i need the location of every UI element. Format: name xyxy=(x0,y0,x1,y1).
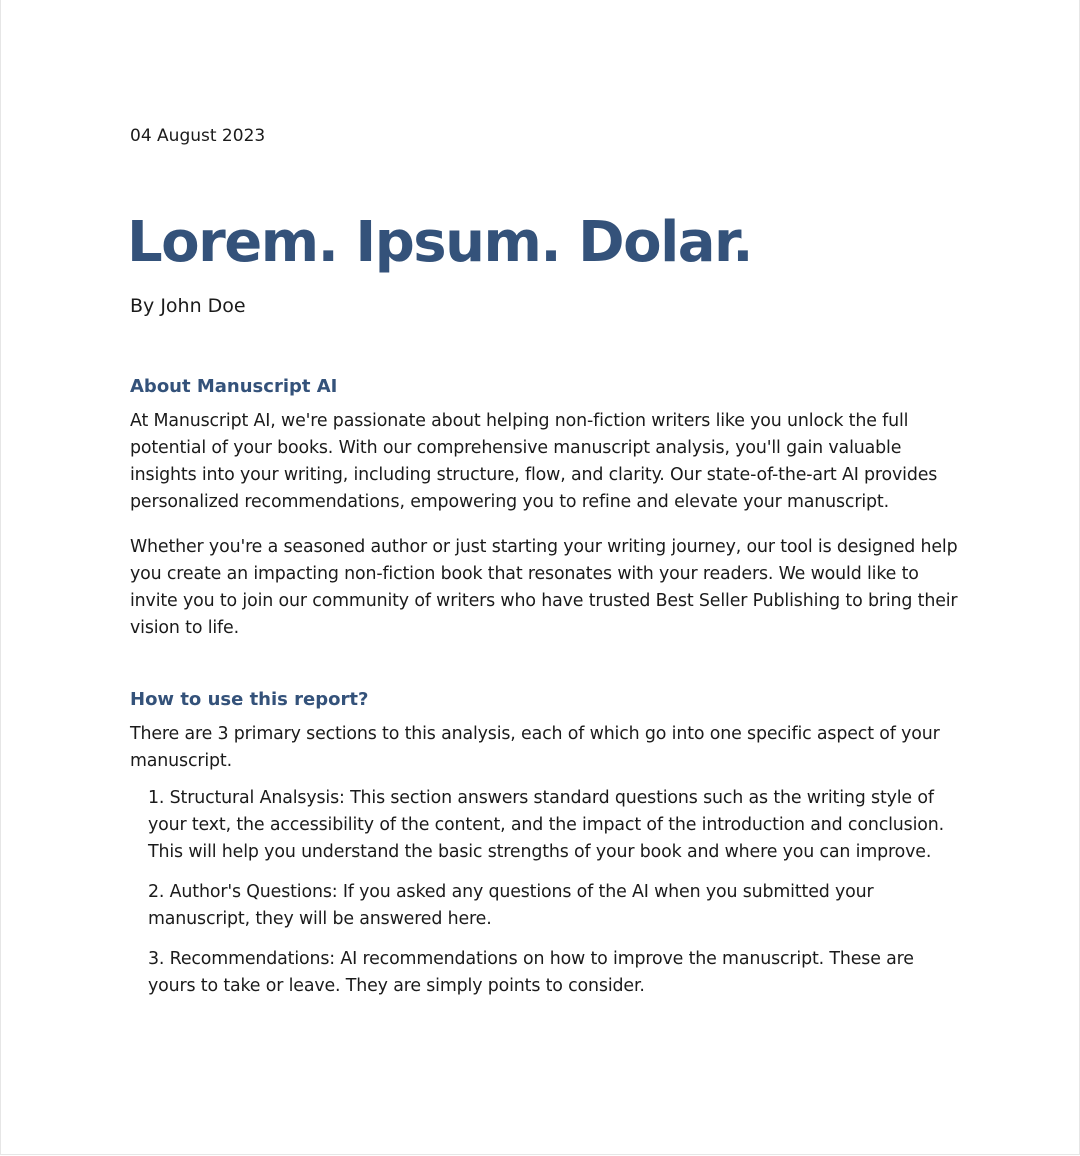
section-how-to-use xyxy=(130,687,960,1013)
about-paragraph: At Manuscript AI, we're passionate about helping non-fiction writers like you unlock the full potential of your books. With our comprehensive manuscript analysis, you'll gain valuable insights into your writing, including structure, flow, and clarity. Our state-of-the-art AI provides personalized recommendations, empowering you to refine and elevate your manuscript. xyxy=(130,411,938,512)
document-body xyxy=(127,124,960,996)
document-date: 04 August 2023 xyxy=(130,126,266,146)
document-title: Lorem. Ipsum. Dolar. xyxy=(127,210,752,275)
about-paragraph: Whether you're a seasoned author or just starting your writing journey, our tool is designed help you create an impacting non-fiction book that resonates with your readers. We would like to invite you to join our community of writers who have trusted Best Seller Publishing to bring their vision to life. xyxy=(130,537,958,638)
section-heading-about: About Manuscript AI xyxy=(130,376,338,397)
list-item: 3. Recommendations: AI recommendations on how to improve the manuscript. These are yours to take or leave. They are simply points to consider. xyxy=(148,949,914,996)
how-to-intro: There are 3 primary sections to this analysis, each of which go into one specific aspect of your manuscript. xyxy=(130,724,940,771)
section-about xyxy=(130,374,960,660)
list-item: 2. Author's Questions: If you asked any questions of the AI when you submitted your manuscript, they will be answered here. xyxy=(148,882,874,929)
report-sections-list xyxy=(130,785,960,1000)
document-byline: By John Doe xyxy=(130,295,246,317)
section-heading-how-to-use: How to use this report? xyxy=(130,689,369,710)
list-item: 1. Structural Analsysis: This section answers standard questions such as the writing style of your text, the accessibility of the content, and the impact of the introduction and conclusion. This will help you understand the basic strengths of your book and where you can improve. xyxy=(148,788,944,862)
